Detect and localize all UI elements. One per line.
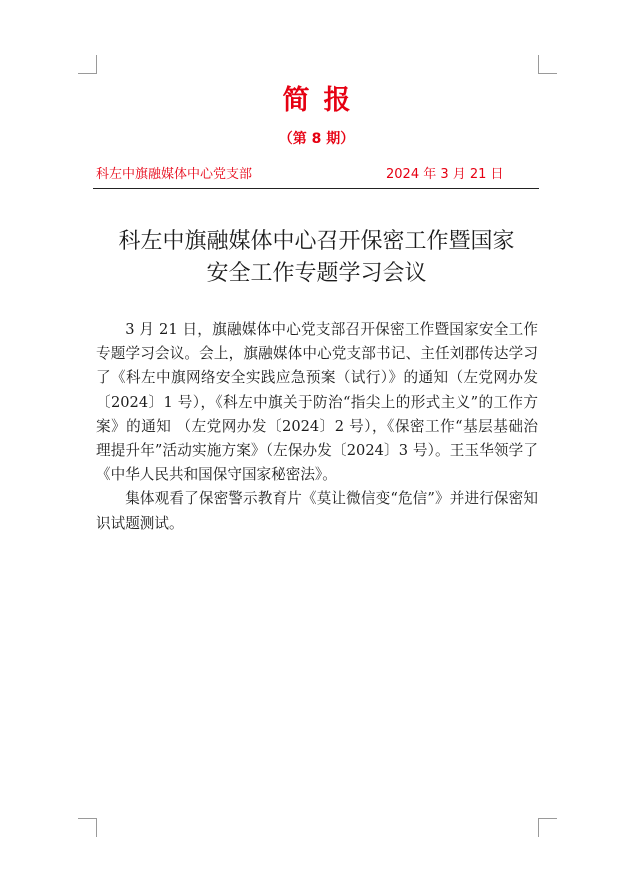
header-divider (93, 188, 539, 189)
crop-mark-bottom-right (538, 818, 557, 837)
article-headline (80, 226, 553, 290)
crop-mark-top-left (78, 55, 97, 74)
article-body (96, 318, 538, 536)
headline-line-2: 安全工作专题学习会议 (206, 261, 427, 286)
issue-date: 2024 年 3 月 21 日 (386, 167, 504, 182)
body-paragraph-1: 3 月 21 日，旗融媒体中心党支部召开保密工作暨国家安全工作专题学习会议。会上，旗融媒体中心党支部书记、主任刘郡传达学习了《科左中旗网络安全实践应急预案（试行）》的通知（左党网办发〔2024〕1 号），《科左中旗关于防治“指尖上的形式主义”的工作方案》的通知 （左党网办发〔2024〕2 号），《保密工作“基层基础治理提升年”活动实施方案》（左保办发〔2024〕3 号）。王玉华领学了《中华人民共和国保守国家秘密法》。 (96, 321, 538, 484)
issuing-organization: 科左中旗融媒体中心党支部 (96, 167, 253, 182)
crop-mark-bottom-left (78, 818, 97, 837)
body-paragraph-2: 集体观看了保密警示教育片《莫让微信变“危信”》并进行保密知识试题测试。 (96, 490, 538, 532)
issue-number: （第 8 期） (278, 131, 355, 147)
masthead-title: 简报 (282, 85, 365, 116)
crop-mark-top-right (538, 55, 557, 74)
headline-line-1: 科左中旗融媒体中心召开保密工作暨国家 (118, 229, 515, 254)
